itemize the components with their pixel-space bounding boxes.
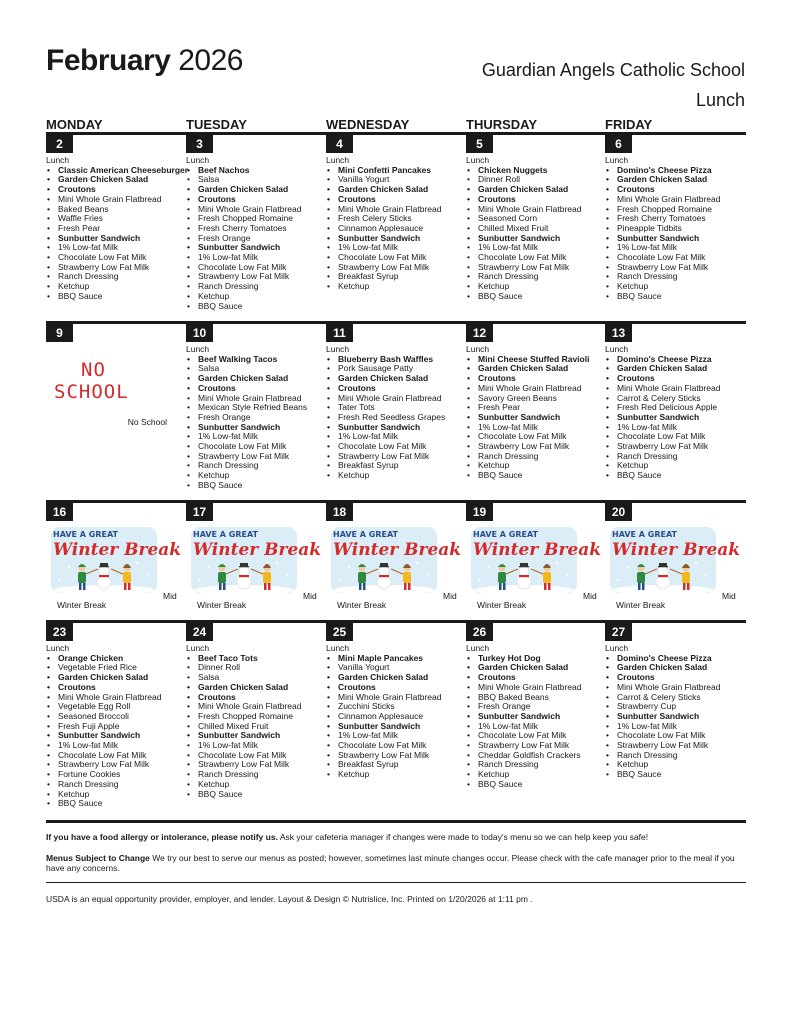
meal-label: Lunch [326,344,350,354]
menu-item-entree: • Garden Chicken Salad [605,175,720,185]
menu-item: • Fresh Fuji Apple [46,722,161,732]
menu-item-entree: • Garden Chicken Salad [326,673,441,683]
menu-item: • Chocolate Low Fat Milk [605,731,720,741]
menu-item: • Ranch Dressing [186,770,301,780]
day-number: 19 [466,503,493,521]
weekday-thursday: THURSDAY [466,117,538,132]
menu-item-entree: • Orange Chicken [46,654,161,664]
menu-item: • Seasoned Corn [466,214,581,224]
winter-break-greeting: HAVE A GREAT [53,530,118,539]
menu-item: • BBQ Sauce [46,799,161,809]
menu-item: • Vegetable Egg Roll [46,702,161,712]
menu-item-entree: • Garden Chicken Salad [605,663,720,673]
menu-item: • Fortune Cookies [46,770,161,780]
no-school-art-text: SCHOOL [54,381,129,403]
menu-item-entree: • Garden Chicken Salad [326,374,445,384]
menu-item-entree: • Beef Walking Tacos [186,355,307,365]
menu-item-entree: • Croutons [46,185,188,195]
winter-break-greeting: HAVE A GREAT [473,530,538,539]
allergy-note-text: Ask your cafeteria manager if changes were made to today's menu so we can help keep you safe! [277,832,649,842]
menu-item-entree: • Sunbutter Sandwich [605,413,720,423]
menu-item: • 1% Low-fat Milk [605,722,720,732]
day-number: 23 [46,623,73,641]
meal-label: Lunch [466,155,490,165]
winter-break-label: Winter Break [477,600,527,610]
menu-item: • Strawberry Low Fat Milk [186,452,307,462]
menu-item: • BBQ Sauce [466,780,581,790]
menu-item: • Tater Tots [326,403,445,413]
menu-item-entree: • Croutons [186,693,301,703]
menu-item: • 1% Low-fat Milk [605,243,720,253]
menu-list [46,654,161,809]
menu-item-entree: • Croutons [466,673,581,683]
menu-item: • Ranch Dressing [186,461,307,471]
day-number: 13 [605,324,632,342]
menu-item: • Mini Whole Grain Flatbread [186,394,307,404]
menu-item: • Carrot & Celery Sticks [605,394,720,404]
menu-item: • Fresh Chopped Romaine [186,712,301,722]
winter-break-greeting: HAVE A GREAT [612,530,677,539]
day-number: 6 [605,135,632,153]
menu-item-entree: • Croutons [466,195,581,205]
menu-item: • Mini Whole Grain Flatbread [46,693,161,703]
no-school-image [54,359,159,419]
winter-break-image [467,525,602,595]
menu-item-entree: • Garden Chicken Salad [326,185,441,195]
menu-item: • Strawberry Low Fat Milk [466,263,581,273]
meal-label: Lunch [605,155,629,165]
mid-label: Mid [583,591,597,601]
menu-item-entree: • Sunbutter Sandwich [186,731,301,741]
menu-item: • Strawberry Low Fat Milk [326,452,445,462]
menu-item: • Chocolate Low Fat Milk [466,432,589,442]
menu-item: • BBQ Sauce [605,770,720,780]
meal-label: Lunch [46,155,70,165]
menu-item: • Vanilla Yogurt [326,663,441,673]
menu-item: • Ketchup [186,780,301,790]
menu-item: • Ketchup [186,471,307,481]
menu-item: • Salsa [186,364,307,374]
menu-item-entree: • Domino's Cheese Pizza [605,654,720,664]
menu-item: • Pineapple Tidbits [605,224,720,234]
menu-item: • Chocolate Low Fat Milk [466,253,581,263]
menu-item: • Ketchup [46,790,161,800]
menu-item: • Cheddar Goldfish Crackers [466,751,581,761]
menu-item: • Carrot & Celery Sticks [605,693,720,703]
meal-label: Lunch [326,643,350,653]
day-number: 16 [46,503,73,521]
menu-item: • Strawberry Low Fat Milk [605,741,720,751]
menu-item: • Cinnamon Applesauce [326,224,441,234]
winter-break-image [187,525,322,595]
menu-item: • 1% Low-fat Milk [186,741,301,751]
winter-break-title: Winter Break [333,540,462,560]
day-number: 5 [466,135,493,153]
menu-item: • Chocolate Low Fat Milk [605,432,720,442]
menu-item-entree: • Chicken Nuggets [466,166,581,176]
menu-item: • 1% Low-fat Milk [326,432,445,442]
menu-item-entree: • Turkey Hot Dog [466,654,581,664]
menu-item: • Chocolate Low Fat Milk [326,442,445,452]
menu-list [605,355,720,481]
menu-item: • Strawberry Low Fat Milk [466,741,581,751]
menu-item: • Mini Whole Grain Flatbread [186,702,301,712]
winter-break-title: Winter Break [473,540,602,560]
menu-item: • Strawberry Low Fat Milk [186,272,301,282]
change-note [46,853,736,873]
menu-list [186,654,301,800]
menu-item-entree: • Sunbutter Sandwich [326,423,445,433]
meal-label: Lunch [326,155,350,165]
day-number: 12 [466,324,493,342]
menu-item: • Chocolate Low Fat Milk [466,731,581,741]
menu-item: • Chocolate Low Fat Milk [186,442,307,452]
menu-item: • Chocolate Low Fat Milk [186,263,301,273]
menu-item: • Mini Whole Grain Flatbread [466,683,581,693]
menu-item: • 1% Low-fat Milk [466,423,589,433]
menu-item-entree: • Garden Chicken Salad [46,673,161,683]
menu-list [326,166,441,292]
menu-item: • Ketchup [466,282,581,292]
menu-item: • Mini Whole Grain Flatbread [186,205,301,215]
menu-item-entree: • Garden Chicken Salad [186,374,307,384]
change-note-heading: Menus Subject to Change [46,853,150,863]
menu-item: • Waffle Fries [46,214,188,224]
menu-item: • Chocolate Low Fat Milk [326,741,441,751]
menu-item: • Strawberry Low Fat Milk [186,760,301,770]
menu-item: • Mini Whole Grain Flatbread [326,394,445,404]
menu-item: • Zucchini Sticks [326,702,441,712]
menu-item: • Dinner Roll [466,175,581,185]
day-number: 9 [46,324,73,342]
menu-item: • BBQ Sauce [186,790,301,800]
menu-item-entree: • Sunbutter Sandwich [46,731,161,741]
menu-list [605,654,720,780]
menu-item-entree: • Sunbutter Sandwich [466,413,589,423]
menu-item: • Strawberry Cup [605,702,720,712]
menu-item: • Strawberry Low Fat Milk [46,760,161,770]
menu-list [326,654,441,780]
menu-item-entree: • Sunbutter Sandwich [326,234,441,244]
mid-label: Mid [303,591,317,601]
menu-item-entree: • Sunbutter Sandwich [186,423,307,433]
allergy-note [46,832,736,842]
menu-item: • 1% Low-fat Milk [186,432,307,442]
menu-item: • Vanilla Yogurt [326,175,441,185]
no-school-art-text: NO [81,359,106,381]
school-name: Guardian Angels Catholic School [481,60,745,80]
meal-label: Lunch [466,344,490,354]
day-number: 11 [326,324,353,342]
menu-item-entree: • Croutons [605,185,720,195]
menu-item: • Strawberry Low Fat Milk [46,263,188,273]
menu-item: • Fresh Orange [466,702,581,712]
menu-item-entree: • Sunbutter Sandwich [466,234,581,244]
menu-item: • Mini Whole Grain Flatbread [466,205,581,215]
menu-list [466,654,581,790]
menu-item-entree: • Garden Chicken Salad [46,175,188,185]
menu-item-entree: • Garden Chicken Salad [605,364,720,374]
menu-item: • Ketchup [605,282,720,292]
month-name: February [46,44,171,77]
winter-break-title: Winter Break [612,540,741,560]
menu-item-entree: • Garden Chicken Salad [186,683,301,693]
day-number: 3 [186,135,213,153]
mid-label: Mid [163,591,177,601]
meal-label: Lunch [605,643,629,653]
menu-item-entree: • Domino's Cheese Pizza [605,355,720,365]
menu-item: • Fresh Cherry Tomatoes [605,214,720,224]
menu-item: • Pork Sausage Patty [326,364,445,374]
week-divider [46,132,746,135]
no-school-label: No School [127,417,167,427]
winter-break-image [47,525,182,595]
menu-item: • Mini Whole Grain Flatbread [605,683,720,693]
menu-item: • 1% Low-fat Milk [326,731,441,741]
menu-item: • BBQ Sauce [186,302,301,312]
winter-break-title: Winter Break [193,540,322,560]
winter-break-image [327,525,462,595]
menu-item-entree: • Classic American Cheeseburger [46,166,188,176]
menu-item-entree: • Beef Nachos [186,166,301,176]
menu-item: • Ketchup [46,282,188,292]
weekday-tuesday: TUESDAY [186,117,247,132]
menu-item: • Mini Whole Grain Flatbread [466,384,589,394]
meal-label: Lunch [186,155,210,165]
menu-item: • Mini Whole Grain Flatbread [326,693,441,703]
menu-item: • Chocolate Low Fat Milk [46,751,161,761]
week-divider [46,620,746,623]
day-number: 26 [466,623,493,641]
menu-item-entree: • Croutons [326,195,441,205]
menu-item: • Ranch Dressing [466,272,581,282]
menu-item: • Mini Whole Grain Flatbread [605,384,720,394]
menu-item: • BBQ Sauce [605,471,720,481]
day-number: 2 [46,135,73,153]
winter-break-image [606,525,741,595]
allergy-note-heading: If you have a food allergy or intolerance, please notify us. [46,832,278,842]
menu-item-entree: • Sunbutter Sandwich [605,234,720,244]
menu-item-entree: • Sunbutter Sandwich [326,722,441,732]
meal-type: Lunch [695,90,745,110]
menu-item-entree: • Sunbutter Sandwich [605,712,720,722]
menu-item-entree: • Croutons [326,384,445,394]
day-number: 18 [326,503,353,521]
menu-item: • Fresh Cherry Tomatoes [186,224,301,234]
week-divider [46,321,746,324]
menu-list [466,166,581,302]
change-note-text: We try our best to serve our menus as posted; however, sometimes last minute changes occur. Please check with the cafe manager prior to the meal if you have any concerns. [46,853,735,873]
menu-item: • Fresh Pear [466,403,589,413]
menu-item: • Baked Beans [46,205,188,215]
menu-item: • 1% Low-fat Milk [46,741,161,751]
day-number: 10 [186,324,213,342]
menu-item: • Fresh Orange [186,234,301,244]
day-number: 4 [326,135,353,153]
menu-item: • Salsa [186,175,301,185]
menu-item-entree: • Croutons [186,384,307,394]
menu-item: • BBQ Sauce [186,481,307,491]
menu-item: • Breakfast Syrup [326,760,441,770]
menu-item-entree: • Sunbutter Sandwich [46,234,188,244]
winter-break-label: Winter Break [197,600,247,610]
menu-item: • Cinnamon Applesauce [326,712,441,722]
menu-item: • Mexican Style Refried Beans [186,403,307,413]
notes-divider [46,820,746,823]
menu-item-entree: • Mini Maple Pancakes [326,654,441,664]
winter-break-greeting: HAVE A GREAT [333,530,398,539]
footer-text: USDA is an equal opportunity provider, employer, and lender. Layout & Design © Nutrislice, Inc. Printed on 1/20/2026 at 1:11 pm . [46,894,533,904]
menu-item: • Ketchup [326,471,445,481]
day-number: 20 [605,503,632,521]
menu-item: • Ranch Dressing [466,760,581,770]
menu-item: • Chocolate Low Fat Milk [46,253,188,263]
menu-item: • Fresh Pear [46,224,188,234]
day-number: 24 [186,623,213,641]
menu-item: • Ketchup [186,292,301,302]
meal-label: Lunch [46,643,70,653]
menu-item: • Chocolate Low Fat Milk [326,253,441,263]
menu-item-entree: • Beef Taco Tots [186,654,301,664]
menu-item: • Strawberry Low Fat Milk [605,442,720,452]
menu-item: • Fresh Celery Sticks [326,214,441,224]
meal-label: Lunch [186,344,210,354]
weekday-friday: FRIDAY [605,117,653,132]
menu-item: • Strawberry Low Fat Milk [466,442,589,452]
menu-item: • Mini Whole Grain Flatbread [605,195,720,205]
menu-item: • Mini Whole Grain Flatbread [46,195,188,205]
school-block [482,55,745,115]
menu-item-entree: • Croutons [326,683,441,693]
menu-item: • Chocolate Low Fat Milk [186,751,301,761]
menu-item: • Mini Whole Grain Flatbread [326,205,441,215]
day-number: 27 [605,623,632,641]
menu-item-entree: • Croutons [605,374,720,384]
menu-item: • Ranch Dressing [466,452,589,462]
weekday-wednesday: WEDNESDAY [326,117,410,132]
menu-item-entree: • Mini Cheese Stuffed Ravioli [466,355,589,365]
menu-item: • 1% Low-fat Milk [466,722,581,732]
menu-item: • BBQ Sauce [466,471,589,481]
year: 2026 [178,44,243,77]
menu-item: • 1% Low-fat Milk [46,243,188,253]
day-number: 17 [186,503,213,521]
menu-item: • Chilled Mixed Fruit [186,722,301,732]
mid-label: Mid [722,591,736,601]
meal-label: Lunch [466,643,490,653]
menu-item: • Dinner Roll [186,663,301,673]
menu-item: • Chocolate Low Fat Milk [605,253,720,263]
winter-break-label: Winter Break [57,600,107,610]
menu-list [186,166,301,312]
menu-item-entree: • Mini Confetti Pancakes [326,166,441,176]
weekday-monday: MONDAY [46,117,103,132]
menu-item-entree: • Sunbutter Sandwich [466,712,581,722]
menu-item: • Ranch Dressing [46,272,188,282]
menu-item: • Ketchup [326,770,441,780]
mid-label: Mid [443,591,457,601]
menu-item-entree: • Croutons [46,683,161,693]
menu-item: • BBQ Baked Beans [466,693,581,703]
meal-label: Lunch [605,344,629,354]
menu-item: • Salsa [186,673,301,683]
menu-item: • Ranch Dressing [186,282,301,292]
menu-item: • Ranch Dressing [46,780,161,790]
meal-label: Lunch [186,643,210,653]
menu-item: • Breakfast Syrup [326,461,445,471]
footer-divider [46,882,746,883]
menu-list [466,355,589,481]
menu-item: • BBQ Sauce [466,292,581,302]
week-divider [46,500,746,503]
menu-item: • Fresh Chopped Romaine [186,214,301,224]
menu-item-entree: • Blueberry Bash Waffles [326,355,445,365]
menu-item-entree: • Garden Chicken Salad [186,185,301,195]
menu-item: • 1% Low-fat Milk [186,253,301,263]
menu-item: • 1% Low-fat Milk [466,243,581,253]
menu-item: • Seasoned Broccoli [46,712,161,722]
menu-item: • Ketchup [466,461,589,471]
menu-item: • BBQ Sauce [605,292,720,302]
menu-item-entree: • Garden Chicken Salad [466,663,581,673]
menu-item: • Strawberry Low Fat Milk [326,751,441,761]
menu-item-entree: • Croutons [466,374,589,384]
winter-break-label: Winter Break [616,600,666,610]
day-number: 25 [326,623,353,641]
menu-item: • Ketchup [326,282,441,292]
winter-break-greeting: HAVE A GREAT [193,530,258,539]
weekday-header [46,117,746,133]
menu-item: • Ranch Dressing [605,452,720,462]
menu-list [186,355,307,491]
menu-item-entree: • Croutons [186,195,301,205]
menu-item: • Ranch Dressing [605,272,720,282]
menu-item: • Strawberry Low Fat Milk [605,263,720,273]
menu-item: • Ketchup [605,461,720,471]
menu-item: • 1% Low-fat Milk [605,423,720,433]
menu-list [605,166,720,302]
page-title [46,44,243,78]
menu-item: • Fresh Red Seedless Grapes [326,413,445,423]
winter-break-label: Winter Break [337,600,387,610]
menu-item: • Strawberry Low Fat Milk [326,263,441,273]
winter-break-title: Winter Break [53,540,182,560]
menu-item: • Ketchup [605,760,720,770]
menu-list [46,166,188,302]
menu-item: • Vegetable Fried Rice [46,663,161,673]
menu-item-entree: • Garden Chicken Salad [466,364,589,374]
menu-item: • Breakfast Syrup [326,272,441,282]
menu-item: • BBQ Sauce [46,292,188,302]
menu-item: • Fresh Orange [186,413,307,423]
menu-list [326,355,445,481]
menu-item-entree: • Domino's Cheese Pizza [605,166,720,176]
menu-item: • Ranch Dressing [605,751,720,761]
menu-item: • Savory Green Beans [466,394,589,404]
menu-item: • 1% Low-fat Milk [326,243,441,253]
menu-item: • Fresh Chopped Romaine [605,205,720,215]
menu-item: • Ketchup [466,770,581,780]
menu-item-entree: • Sunbutter Sandwich [186,243,301,253]
menu-item-entree: • Croutons [605,673,720,683]
menu-item-entree: • Garden Chicken Salad [466,185,581,195]
menu-item: • Chilled Mixed Fruit [466,224,581,234]
menu-item: • Fresh Red Delicious Apple [605,403,720,413]
